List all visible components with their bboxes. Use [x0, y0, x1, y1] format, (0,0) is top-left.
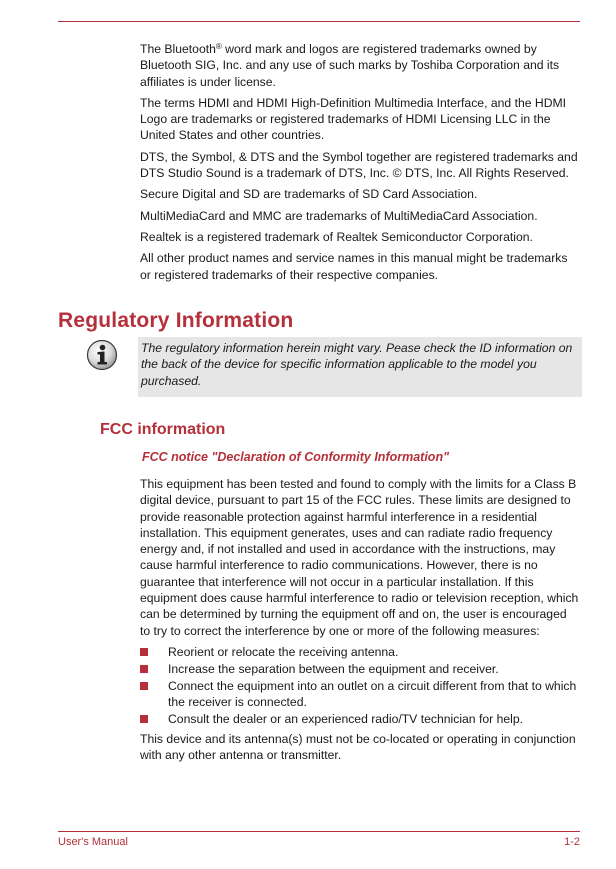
fcc-section: [140, 476, 580, 769]
page-number: 1-2: [564, 836, 580, 848]
list-item: Consult the dealer or an experienced radio/TV technician for help.: [140, 711, 580, 727]
footer-manual-title: User's Manual: [58, 836, 128, 848]
trademark-hdmi: The terms HDMI and HDMI High-Definition Multimedia Interface, and the HDMI Logo are trademarks or registered trademarks of HDMI Licensing LLC in the United States and other countries.: [140, 95, 567, 143]
regulatory-heading: Regulatory Information: [58, 309, 294, 332]
fcc-heading: FCC information: [100, 421, 226, 438]
trademark-sd: Secure Digital and SD are trademarks of SD Card Association.: [140, 187, 478, 202]
trademark-other: All other product names and service names in this manual might be trademarks or registered trademarks of their respective companies.: [140, 251, 568, 282]
info-icon: [86, 339, 118, 371]
trademark-bluetooth: The Bluetooth® word mark and logos are registered trademarks owned by Bluetooth SIG, Inc. and any use of such marks by Toshiba Corporation and its affiliates is under license.: [140, 42, 560, 89]
trademarks-section: [140, 41, 580, 288]
fcc-subheading: FCC notice "Declaration of Conformity Information": [142, 450, 450, 464]
fcc-body: This equipment has been tested and found to comply with the limits for a Class B digital device, pursuant to part 15 of the FCC rules. These limits are designed to provide reasonable protection against harmful interference in a residential installation. This equipment generates, uses and can radiate radio frequency energy and, if not installed and used in accordance with the instructions, may cause harmful interference to radio communications. However, there is no guarantee that interference will not occur in a particular installation. If this equipment does cause harmful interference to radio or television reception, which can be determined by turning the equipment off and on, the user is encouraged to try to correct the interference by one or more of the following measures:: [140, 477, 579, 638]
regulatory-note: [138, 337, 582, 397]
header-rule: [58, 21, 580, 22]
list-item: Connect the equipment into an outlet on a circuit different from that to which the receiver is connected.: [140, 678, 580, 711]
trademark-dts: DTS, the Symbol, & DTS and the Symbol together are registered trademarks and DTS Studio Sound is a trademark of DTS, Inc. © DTS, Inc. All Rights Reserved.: [140, 149, 578, 181]
list-item: Reorient or relocate the receiving antenna.: [140, 644, 580, 660]
list-item: Increase the separation between the equipment and receiver.: [140, 661, 580, 677]
fcc-measures-list: [140, 644, 580, 727]
footer-rule: [58, 831, 580, 832]
fcc-closing: This device and its antenna(s) must not be co-located or operating in conjunction with any other antenna or transmitter.: [140, 731, 576, 763]
trademark-realtek: Realtek is a registered trademark of Realtek Semiconductor Corporation.: [140, 229, 533, 244]
trademark-mmc: MultiMediaCard and MMC are trademarks of MultiMediaCard Association.: [140, 208, 538, 223]
regulatory-note-text: The regulatory information herein might vary. Pease check the ID information on the back of the device for specific information applicable to the model you purchased.: [141, 341, 573, 388]
